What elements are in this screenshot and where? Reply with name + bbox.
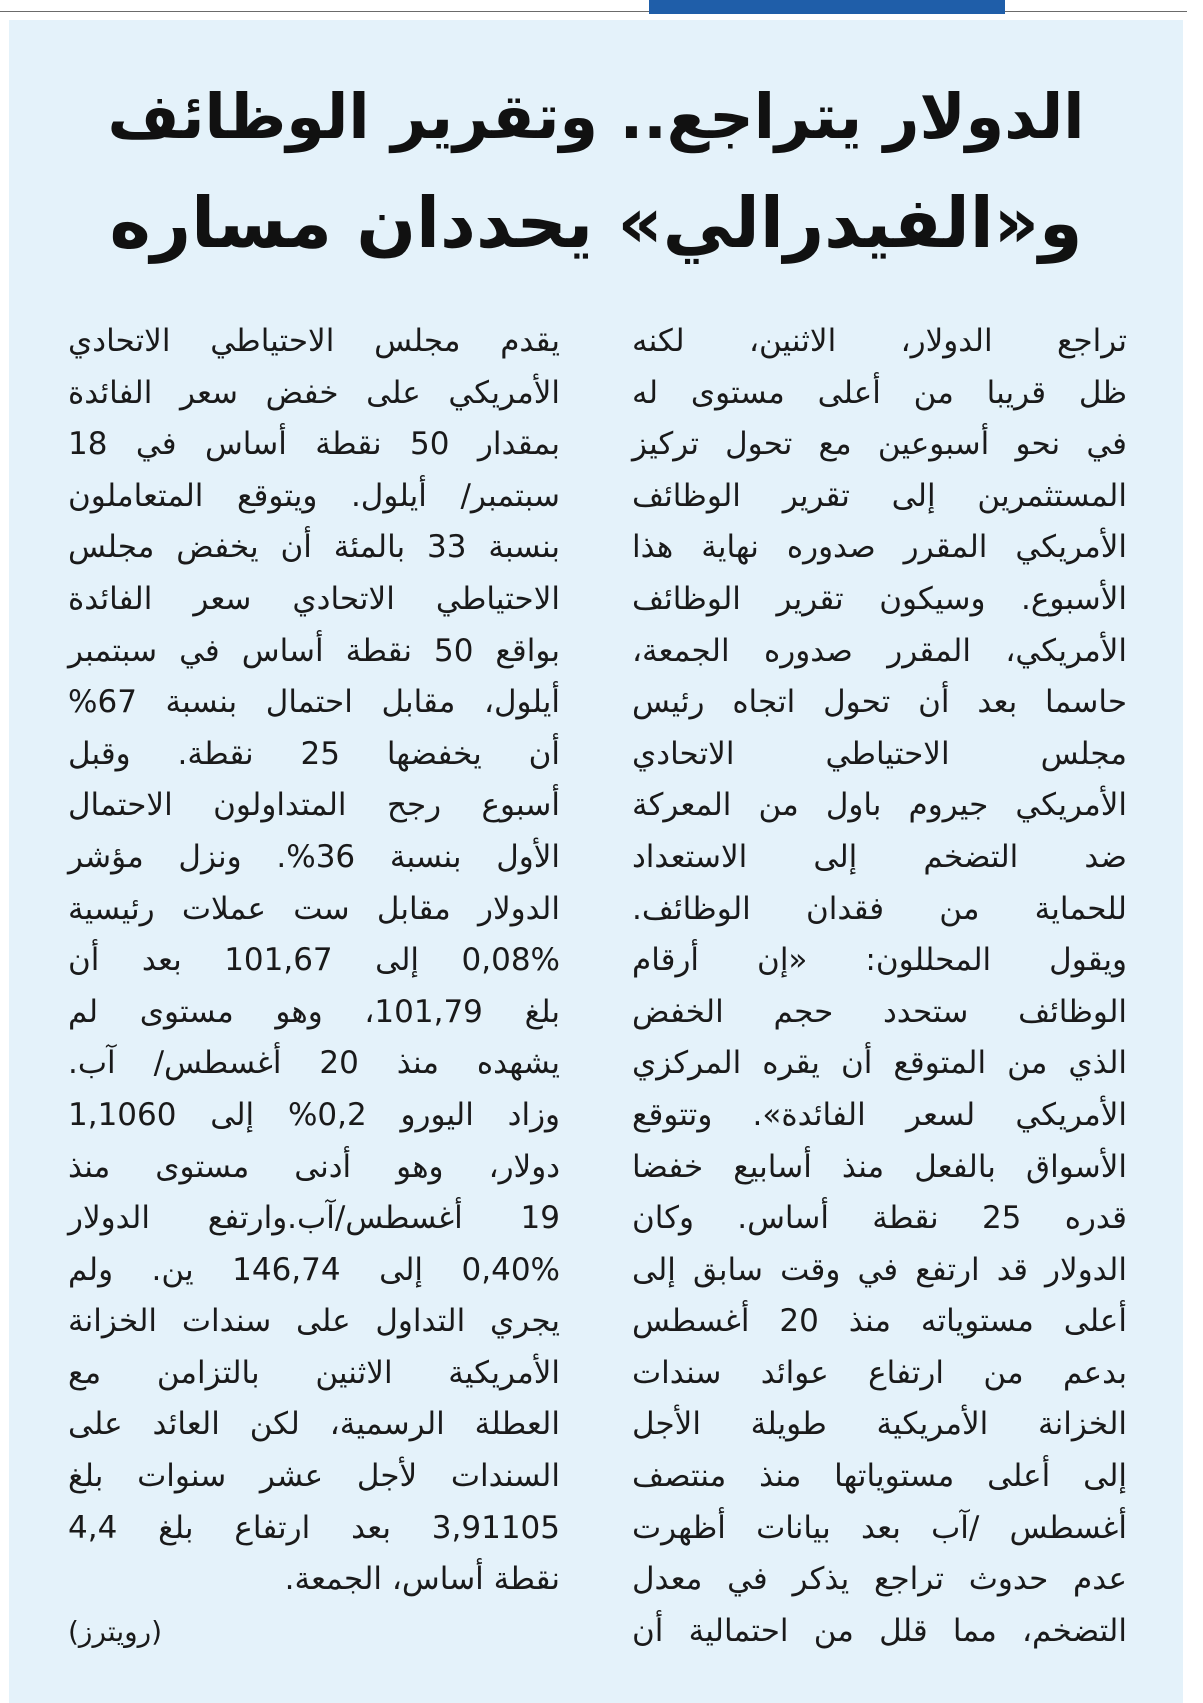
article-text-line: قدره 25 نقطة أساس. وكان bbox=[632, 1200, 1127, 1237]
article-text-line: بواقع 50 نقطة أساس في سبتمبر bbox=[68, 632, 560, 669]
article-text-line: 0,40% إلى 146,74 ين. ولم bbox=[68, 1251, 560, 1288]
article-text-line: 3,91105 بعد ارتفاع بلغ 4,4 bbox=[68, 1509, 560, 1546]
article-text-line: أيلول، مقابل احتمال بنسبة 67% bbox=[68, 684, 560, 721]
article-text-line: نقطة أساس، الجمعة. bbox=[284, 1561, 560, 1598]
article-text-line: الأسواق بالفعل منذ أسابيع خفضا bbox=[632, 1148, 1127, 1185]
article-text-line: إلى أعلى مستوياتها منذ منتصف bbox=[632, 1458, 1127, 1495]
article-text-line: عدم حدوث تراجع يذكر في معدل bbox=[632, 1561, 1127, 1598]
article-text-line: أغسطس /آب بعد بيانات أظهرت bbox=[632, 1509, 1127, 1546]
article-text-line: الأمريكي جيروم باول من المعركة bbox=[632, 787, 1127, 824]
article-text-line: أعلى مستوياته منذ 20 أغسطس bbox=[632, 1303, 1127, 1340]
article-text-line: 19 أغسطس/آب.وارتفع الدولار bbox=[68, 1200, 560, 1237]
headline bbox=[9, 64, 1183, 276]
article-text-line: 0,08% إلى 101,67 بعد أن bbox=[68, 942, 560, 979]
accent-bar bbox=[649, 0, 1005, 14]
article-text-line: أن يخفضها 25 نقطة. وقبل bbox=[68, 735, 560, 772]
article-text-line: الاحتياطي الاتحادي سعر الفائدة bbox=[68, 580, 560, 617]
article-text-line: وزاد اليورو 0,2% إلى 1,1060 bbox=[68, 1096, 561, 1133]
article-text-line: ضد التضخم إلى الاستعداد bbox=[632, 838, 1127, 875]
article-text-line: يقدم مجلس الاحتياطي الاتحادي bbox=[68, 323, 560, 359]
article-text-line: الدولار قد ارتفع في وقت سابق إلى bbox=[632, 1251, 1127, 1288]
article-text-line: الأمريكي، المقرر صدوره الجمعة، bbox=[632, 632, 1127, 669]
article-text-line: حاسما بعد أن تحول اتجاه رئيس bbox=[632, 684, 1127, 721]
article-text-line: سبتمبر/ أيلول. ويتوقع المتعاملون bbox=[68, 477, 560, 514]
article-text-line: المستثمرين إلى تقرير الوظائف bbox=[632, 477, 1127, 514]
article-text-line: الأمريكي على خفض سعر الفائدة bbox=[68, 374, 560, 411]
article-text-line: الأمريكي لسعر الفائدة». وتتوقع bbox=[632, 1096, 1127, 1133]
article-text-line: أسبوع رجح المتداولون الاحتمال bbox=[68, 787, 560, 824]
article-text-line: دولار، وهو أدنى مستوى منذ bbox=[68, 1148, 560, 1185]
article-text-line: ظل قريبا من أعلى مستوى له bbox=[632, 374, 1127, 411]
article-text-line: بدعم من ارتفاع عوائد سندات bbox=[632, 1354, 1127, 1391]
headline-line-1: الدولار يتراجع.. وتقرير الوظائف bbox=[107, 80, 1085, 153]
article-text-line: تراجع الدولار، الاثنين، لكنه bbox=[632, 323, 1127, 359]
article-text-line: الأسبوع. وسيكون تقرير الوظائف bbox=[632, 580, 1127, 617]
article-text-line: الأمريكي المقرر صدوره نهاية هذا bbox=[632, 529, 1127, 566]
article-text-line: الأمريكية الاثنين بالتزامن مع bbox=[68, 1354, 560, 1391]
article-column-right bbox=[632, 316, 1127, 1657]
article-column-left bbox=[68, 316, 560, 1657]
article-text-line: يشهده منذ 20 أغسطس/ آب. bbox=[68, 1045, 560, 1082]
article-text-line: الذي من المتوقع أن يقره المركزي bbox=[632, 1045, 1127, 1082]
article-text-line: للحماية من فقدان الوظائف. bbox=[632, 890, 1127, 927]
article-text-line: في نحو أسبوعين مع تحول تركيز bbox=[632, 426, 1127, 463]
top-rule bbox=[0, 11, 1187, 12]
article-text-line: العطلة الرسمية، لكن العائد على bbox=[68, 1406, 560, 1443]
article-text-line: بمقدار 50 نقطة أساس في 18 bbox=[68, 426, 560, 463]
article-text-line: يجري التداول على سندات الخزانة bbox=[68, 1303, 560, 1340]
article-text-line: ويقول المحللون: «إن أرقام bbox=[632, 942, 1127, 979]
article-text-line: الدولار مقابل ست عملات رئيسية bbox=[68, 890, 560, 927]
headline-line-2: و«الفيدرالي» يحددان مساره bbox=[109, 182, 1083, 264]
article-text-line: مجلس الاحتياطي الاتحادي bbox=[632, 735, 1127, 772]
article-text-line: السندات لأجل عشر سنوات بلغ bbox=[68, 1458, 560, 1495]
article-text-line: بلغ 101,79، وهو مستوى لم bbox=[68, 993, 560, 1030]
article-text-line: التضخم، مما قلل من احتمالية أن bbox=[632, 1612, 1127, 1649]
article-text-line: بنسبة 33 بالمئة أن يخفض مجلس bbox=[68, 529, 560, 566]
article-text-line: الأول بنسبة 36%. ونزل مؤشر bbox=[68, 838, 560, 875]
article-text-line: الخزانة الأمريكية طويلة الأجل bbox=[632, 1406, 1127, 1443]
source-credit: (رويترز) bbox=[68, 1614, 163, 1648]
article-text-line: الوظائف ستحدد حجم الخفض bbox=[632, 993, 1127, 1030]
